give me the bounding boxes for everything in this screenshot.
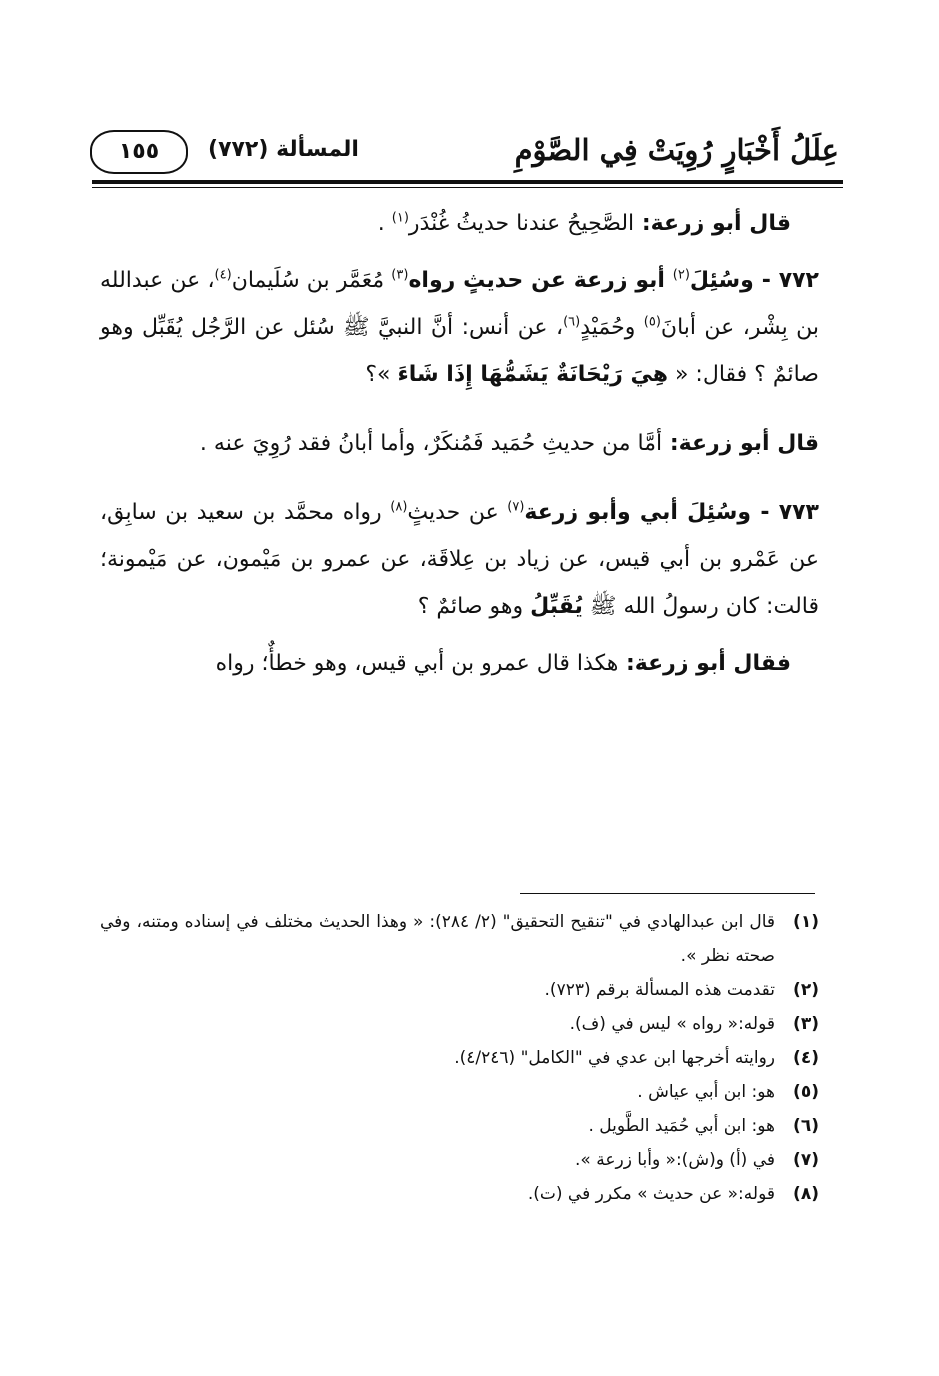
footnote-marker: (٦) [563,314,581,330]
footnote-marker: (٧) [507,499,525,515]
paragraph-abu-zura-sahih [100,200,819,247]
question-text: أبو زرعة عن حديثٍ رواه [408,268,673,293]
speaker-label: قال أبو زرعة: [662,431,819,456]
narrator-chain: وحُمَيْدٍ [580,315,644,340]
speaker-label: قال أبو زرعة: [634,211,791,236]
footnote-number: (٧) [793,1150,819,1170]
footnote-number: (٢) [793,980,819,1000]
footnotes [100,905,819,1211]
issue-773-answer [100,640,819,687]
footnote-item [100,1007,819,1041]
footnote-item [100,1041,819,1075]
book-title: عِلَلُ أَخْبَارٍ رُوِيَتْ فِي الصَّوْمِ [514,133,839,167]
footnote-rule [520,893,815,894]
footnote-item [100,1075,819,1109]
issue-number: ٧٧٢ - [753,268,819,293]
footnote-number: (٥) [793,1082,819,1102]
question-text: عن حديثٍ [407,500,508,525]
footnote-text: قوله:« عن حديث » مكرر في (ت). [527,1184,775,1204]
footnote-marker: (٤) [214,267,232,283]
footnote-marker: (٥) [643,314,661,330]
header-rule-thick [92,180,843,184]
footnote-text: روايته أخرجها ابن عدي في "الكامل" (٤/٢٤٦). [454,1048,775,1068]
running-header [90,128,839,178]
footnote-item [100,1109,819,1143]
footnote-text: هو: ابن أبي عياش . [637,1082,775,1102]
hadith-text: »؟ [365,362,398,387]
issue-number: ٧٧٣ - [751,500,819,525]
narrator-chain: رواه محمَّد بن سعيد بن سابِق، عن عَمْرو بن أبي قيس، عن زياد بن عِلاقَة، عن عمرو بن مَيْمون، عن مَيْمونة؛ قالت: كان رسولُ الله ﷺ [100,500,819,619]
footnote-number: (٣) [793,1014,819,1034]
speaker-label: فقال أبو زرعة: [618,651,791,676]
footnote-marker: (٢) [672,267,690,283]
asked-label: وسُئِلَ [689,268,754,293]
footnote-item [100,973,819,1007]
footnote-number: (٨) [793,1184,819,1204]
hadith-text: ، عن أنس: أنَّ النبيَّ ﷺ سُئل عن الرَّجُل يُقَبِّل وهو صائمٌ ؟ فقال: « [100,315,819,387]
issue-773-question [100,489,819,630]
footnote-number: (٤) [793,1048,819,1068]
footnote-marker: (١) [391,210,409,226]
footnote-text: هو: ابن أبي حُمَيد الطَّويل . [588,1116,775,1136]
hadith-quote: يُقَبِّلُ [530,594,583,619]
main-text [100,200,819,687]
footnote-number: (١) [793,912,819,932]
footnote-item [100,905,819,973]
asked-label: وسُئِلَ أبي وأبو زرعة [524,500,752,525]
footnote-marker: (٨) [390,499,408,515]
footnote-item [100,1177,819,1211]
footnote-number: (٦) [793,1116,819,1136]
paragraph-text: الصَّحِيحُ عندنا حديثُ غُنْدَر [408,211,635,236]
answer-text: أمَّا من حديثِ حُمَيد فَمُنكَرٌ، وأما أبانُ فقد رُوِيَ عنه . [199,431,663,456]
answer-text: هكذا قال عمرو بن أبي قيس، وهو خطأٌ؛ رواه [215,651,619,676]
narrator-chain: ، عن عبدالله بن بِشْر، عن أبانَ [100,268,820,340]
footnote-text: في (أ) و(ش):« وأبا زرعة ». [575,1150,775,1170]
issue-772-answer [100,420,819,467]
page-number: ١٥٥ [90,130,188,174]
issue-label: المسألة (٧٧٢) [208,137,359,162]
footnote-text: قال ابن عبدالهادي في "تنقيح التحقيق" (٢/ ٢٨٤): « وهذا الحديث مختلف في إسناده ومتنه، وفي صحته نظر ». [100,912,776,966]
hadith-text: وهو صائمٌ ؟ [417,594,531,619]
footnote-text: تقدمت هذه المسألة برقم (٧٢٣). [544,980,775,1000]
footnote-text: قوله:« رواه » ليس في (ف). [569,1014,775,1034]
footnote-item [100,1143,819,1177]
narrator-chain: مُعَمَّر بن سُلَيمان [231,268,392,293]
hadith-quote: هِيَ رَيْحَانَةٌ يَشَمُّهَا إِذَا شَاءَ [397,362,668,387]
header-rule-thin [92,187,843,188]
issue-772-question [100,257,819,398]
footnote-marker: (٣) [391,267,409,283]
paragraph-text: . [377,211,392,236]
